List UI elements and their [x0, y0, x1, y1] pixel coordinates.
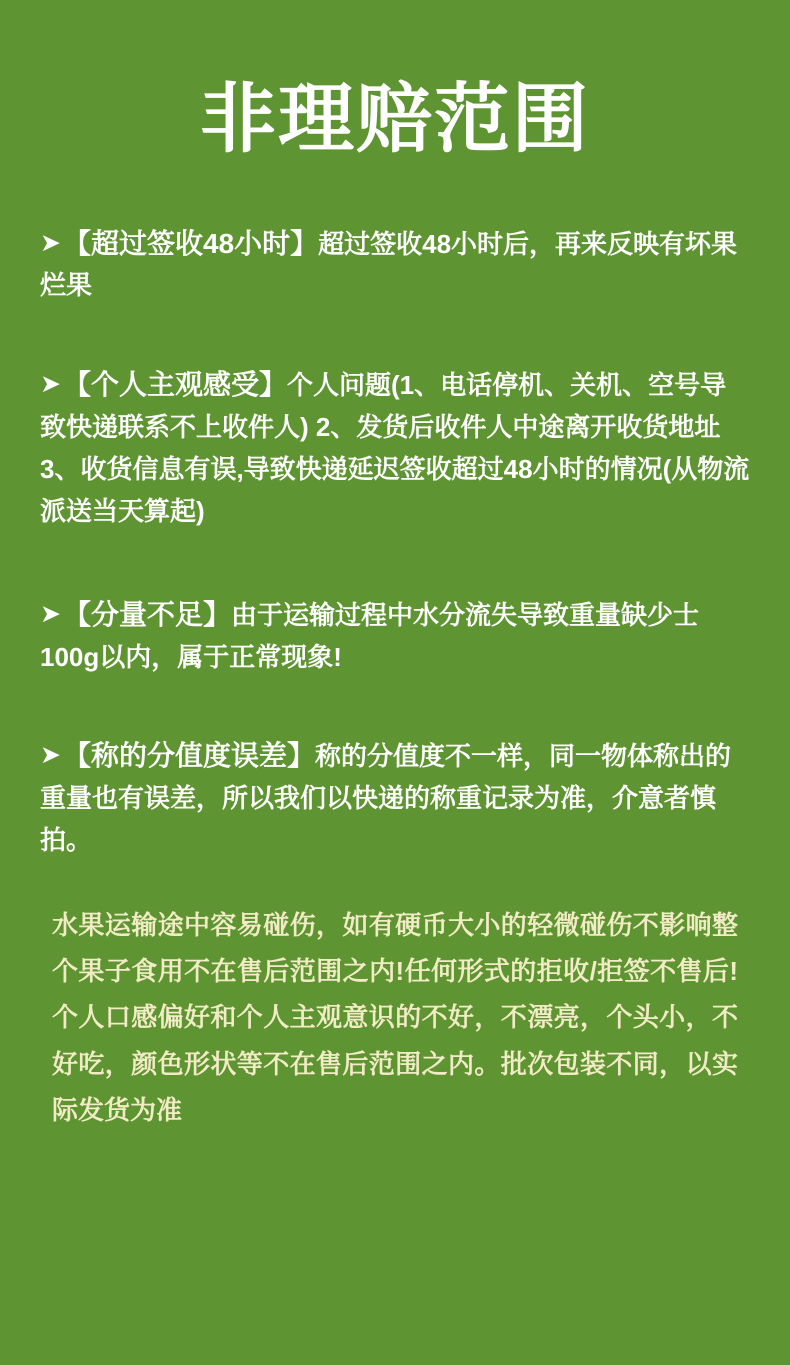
triangle-right-icon: ➤: [40, 599, 61, 628]
triangle-right-icon: ➤: [40, 370, 61, 399]
list-item: [34, 593, 756, 679]
rule-heading: 【分量不足】: [62, 598, 231, 630]
rule-body: 超过签收48小时后，再来反映有坏果烂果: [40, 228, 738, 301]
page-title: 非理赔范围: [200, 77, 590, 162]
rule-heading: 【个人主观感受】: [62, 369, 287, 401]
rules-list: [34, 222, 756, 862]
rule-heading: 【超过签收48小时】: [62, 227, 319, 259]
rule-body: 个人问题(1、电话停机、关机、空号导致快递联系不上收件人) 2、发货后收件人中途离开收货地址 3、收货信息有误,导致快递延迟签收超过48小时的情况(从物流派送当天算起): [40, 370, 750, 526]
rule-heading: 【称的分值度误差】: [62, 740, 315, 772]
triangle-right-icon: ➤: [40, 741, 61, 770]
rule-body: 由于运输过程中水分流失导致重量缺少士100g以内，属于正常现象!: [40, 599, 699, 672]
rule-body: 称的分值度不一样，同一物体称出的重量也有误差，所以我们以快递的称重记录为准，介意者慎拍。: [40, 741, 731, 856]
triangle-right-icon: ➤: [40, 228, 61, 257]
list-item: [34, 222, 756, 308]
list-item: [34, 363, 756, 532]
footer-note: 水果运输途中容易碰伤，如有硬币大小的轻微碰伤不影响整个果子食用不在售后范围之内!任何形式的拒收/拒签不售后!个人口感偏好和个人主观意识的不好，不漂亮，个头小，不好吃，颜色形状等不在售后范围之内。批次包装不同，以实际发货为准: [52, 909, 738, 1125]
list-item: [34, 734, 756, 862]
